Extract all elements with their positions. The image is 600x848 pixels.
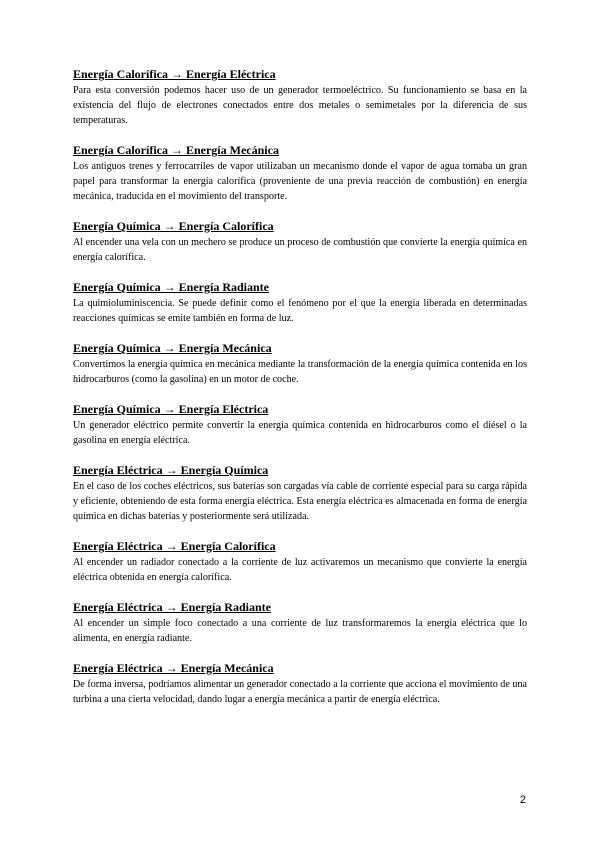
section-paragraph: Al encender un radiador conectado a la corriente de luz activaremos un mecanismo que convierte la energía eléctrica obtenida en energía calorífica.: [73, 557, 527, 583]
section-paragraph: La quimioluminiscencia. Se puede definir como el fenómeno por el que la energía liberada en determinadas reacciones químicas se emite también en forma de luz.: [73, 298, 527, 324]
section-paragraph: Los antiguos trenes y ferrocarriles de vapor utilizaban un mecanismo donde el vapor de agua tomaba un gran papel para transformar la energía calorífica (proveniente de una previa reacción de combustión) en energía mecánica, traducida en el movimiento del transporte.: [73, 161, 527, 202]
section-electrica-radiante: [73, 599, 527, 646]
section-quimica-calorifica: [73, 218, 527, 265]
section-electrica-mecanica: [73, 660, 527, 707]
section-heading: Energía Química → Energía Calorífica: [73, 219, 274, 233]
section-heading: Energía Eléctrica → Energía Calorífica: [73, 539, 276, 553]
section-paragraph: De forma inversa, podríamos alimentar un generador conectado a la corriente que acciona el movimiento de una turbina a una cierta velocidad, dando lugar a energía mecánica a partir de energía eléctrica.: [73, 679, 527, 705]
section-quimica-mecanica: [73, 340, 527, 387]
section-calorifica-mecanica: [73, 142, 527, 204]
document-body: [73, 66, 527, 721]
section-heading: Energía Eléctrica → Energía Radiante: [73, 600, 271, 614]
section-heading: Energía Calorífica → Energía Eléctrica: [73, 67, 276, 81]
section-quimica-electrica: [73, 401, 527, 448]
section-paragraph: Para esta conversión podemos hacer uso de un generador termoeléctrico. Su funcionamiento se basa en la existencia del flujo de electrones conectados entre dos metales o semimetales por la diferencia de sus temperaturas.: [73, 85, 527, 126]
section-electrica-quimica: [73, 462, 527, 524]
section-heading: Energía Química → Energía Eléctrica: [73, 402, 269, 416]
section-paragraph: Un generador eléctrico permite convertir la energía química contenida en hidrocarburos como el diésel o la gasolina en energía eléctrica.: [73, 420, 527, 446]
page-number: 2: [519, 794, 526, 806]
section-paragraph: Convertimos la energía química en mecánica mediante la transformación de la energía química contenida en los hidrocarburos (como la gasolina) en un motor de coche.: [73, 359, 527, 385]
section-electrica-calorifica: [73, 538, 527, 585]
section-heading: Energía Calorífica → Energía Mecánica: [73, 143, 279, 157]
section-calorifica-electrica: [73, 66, 527, 128]
section-paragraph: En el caso de los coches eléctricos, sus baterías son cargadas vía cable de corriente especial para su carga rápida y eficiente, obteniendo de esta forma energía eléctrica. Esta energía eléctrica es almacenada en forma de energía química en dichas baterías y posteriormente será utilizada.: [73, 481, 527, 522]
section-paragraph: Al encender una vela con un mechero se produce un proceso de combustión que convierte la energía química en energía calorífica.: [73, 237, 527, 263]
section-heading: Energía Eléctrica → Energía Química: [73, 463, 269, 477]
section-paragraph: Al encender un simple foco conectado a una corriente de luz transformaremos la energía eléctrica que lo alimenta, en energía radiante.: [73, 618, 527, 644]
section-heading: Energía Química → Energía Radiante: [73, 280, 269, 294]
section-quimica-radiante: [73, 279, 527, 326]
section-heading: Energía Química → Energía Mecánica: [73, 341, 272, 355]
section-heading: Energía Eléctrica → Energía Mecánica: [73, 661, 274, 675]
